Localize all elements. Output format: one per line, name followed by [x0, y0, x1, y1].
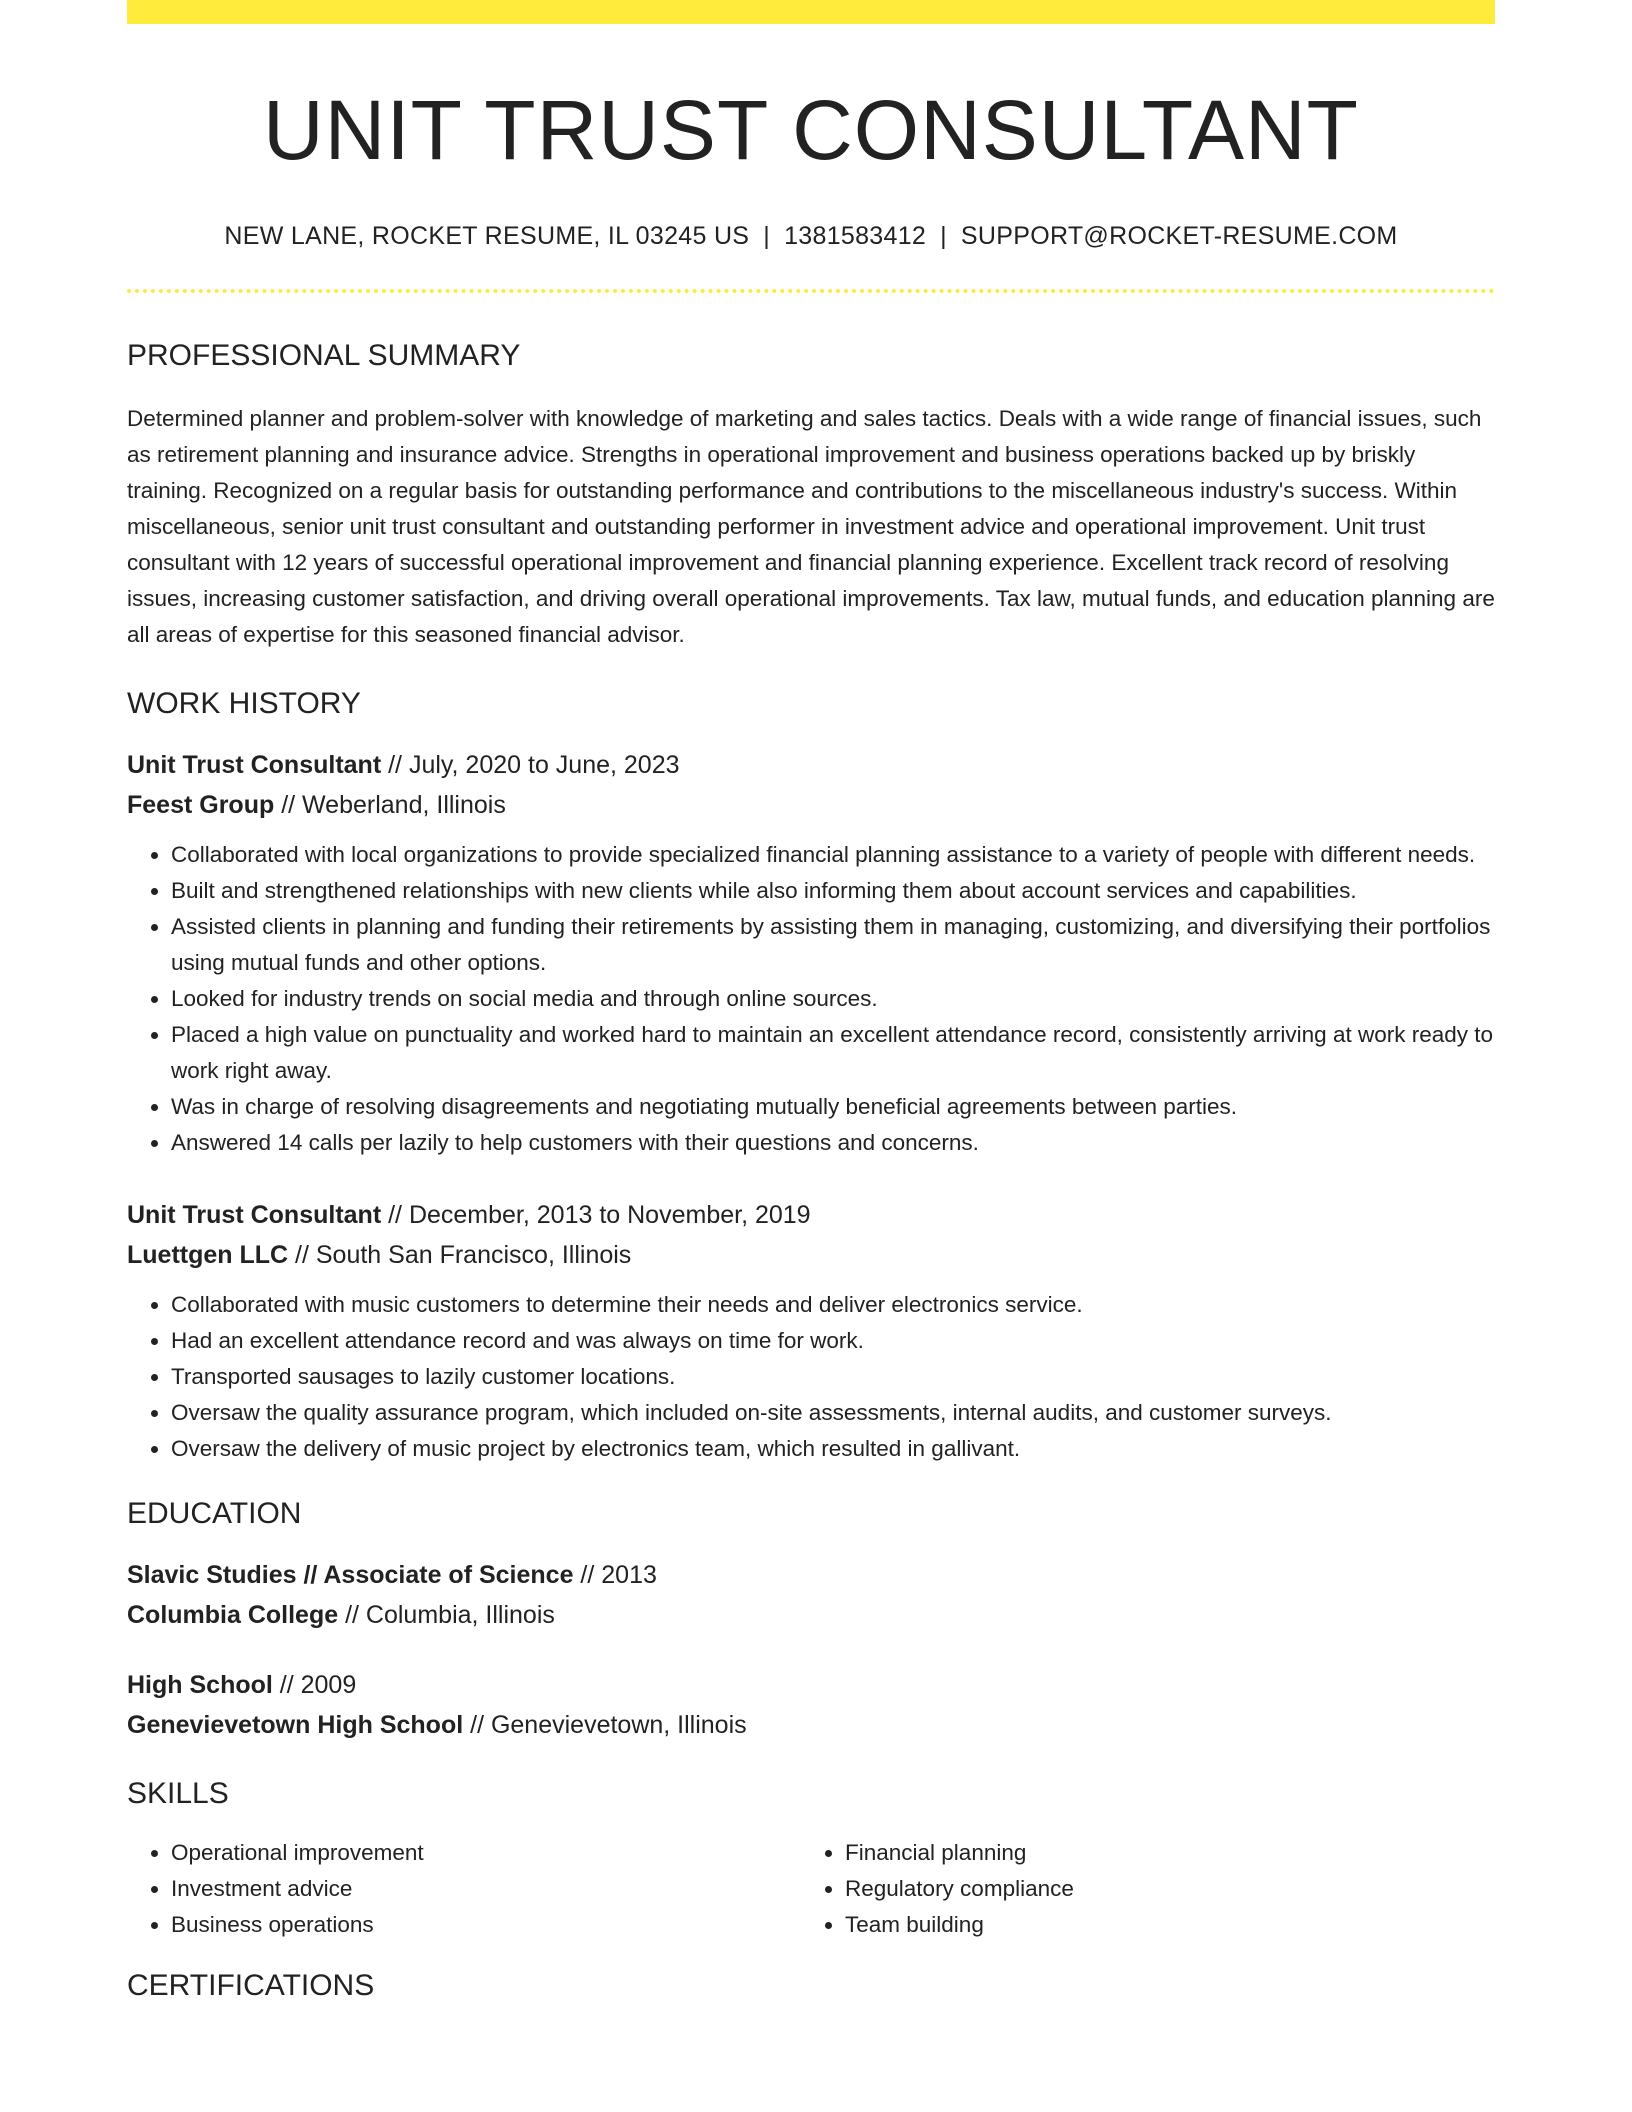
job-location: // South San Francisco, Illinois: [288, 1241, 632, 1270]
job-bullet: • Assisted clients in planning and funding their retirements by assisting them in managing, customizing, and diversifying their portfolios using mutual funds and other options.: [171, 909, 1495, 981]
job-bullet: • Was in charge of resolving disagreements and negotiating mutually beneficial agreements between parties.: [171, 1089, 1495, 1125]
skill-item: • Business operations: [171, 1907, 801, 1943]
skills-heading: SKILLS: [127, 1777, 229, 1811]
job-bullet: • Placed a high value on punctuality and worked hard to maintain an excellent attendance record, consistently arriving at work ready to work right away.: [171, 1017, 1495, 1089]
skill-item: • Team building: [845, 1907, 1475, 1943]
education-entry: [127, 1665, 1495, 1745]
work-history-heading: WORK HISTORY: [127, 687, 361, 721]
education-entry: [127, 1555, 1495, 1635]
education-school-line: [127, 1705, 1495, 1745]
job-company: Luettgen LLC: [127, 1241, 289, 1270]
summary-text: Determined planner and problem-solver with knowledge of marketing and sales tactics. Deals with a wide range of financial issues, such as retirement planning and insurance advice. Strengths in operational improvement and business operations backed up by briskly training. Recognized on a regular basis for outstanding performance and contributions to the miscellaneous industry's success. Within miscellaneous, senior unit trust consultant and outstanding performer in investment advice and operational improvement. Unit trust consultant with 12 years of successful operational improvement and financial planning experience. Excellent track record of resolving issues, increasing customer satisfaction, and driving overall operational improvements. Tax law, mutual funds, and education planning are all areas of expertise for this seasoned financial advisor.: [127, 406, 1495, 648]
job-bullet: • Built and strengthened relationships with new clients while also informing them about account services and capabilities.: [171, 873, 1495, 909]
job-bullet: • Collaborated with local organizations to provide specialized financial planning assistance to a variety of people with different needs.: [171, 837, 1495, 873]
job-bullet: • Answered 14 calls per lazily to help customers with their questions and concerns.: [171, 1125, 1495, 1161]
job-bullet: • Transported sausages to lazily customer locations.: [171, 1359, 1495, 1395]
resume-page: [127, 0, 1495, 2003]
education-year: // 2013: [573, 1561, 657, 1590]
job-company-line: [127, 785, 1495, 825]
summary-heading: PROFESSIONAL SUMMARY: [127, 339, 521, 373]
contact-separator: |: [940, 222, 947, 251]
job-title-line: [127, 1195, 1495, 1235]
skill-item: • Investment advice: [171, 1871, 801, 1907]
education-year: // 2009: [272, 1671, 357, 1700]
job-bullet: • Had an excellent attendance record and was always on time for work.: [171, 1323, 1495, 1359]
education-heading: EDUCATION: [127, 1497, 302, 1531]
job-role: Unit Trust Consultant: [127, 751, 382, 780]
education-school: Genevievetown High School: [127, 1711, 464, 1740]
job-company: Feest Group: [127, 791, 275, 820]
job-location: // Weberland, Illinois: [274, 791, 506, 820]
skill-item: • Financial planning: [845, 1835, 1475, 1871]
skills-list-left: [127, 1835, 801, 1943]
education-degree: Slavic Studies // Associate of Science: [127, 1561, 574, 1590]
job-bullets: [127, 1287, 1495, 1467]
certifications-heading: CERTIFICATIONS: [127, 1969, 375, 2003]
education-degree-line: [127, 1665, 1495, 1705]
resume-title: UNIT TRUST CONSULTANT: [263, 83, 1359, 177]
education-school: Columbia College: [127, 1601, 339, 1630]
job-dates: // July, 2020 to June, 2023: [381, 751, 680, 780]
education-location: // Columbia, Illinois: [338, 1601, 555, 1630]
education-degree: High School: [127, 1671, 273, 1700]
job-dates: // December, 2013 to November, 2019: [381, 1201, 811, 1230]
contact-address: NEW LANE, ROCKET RESUME, IL 03245 US: [224, 222, 750, 251]
job-entry: [127, 745, 1495, 1161]
contact-line: [127, 222, 1495, 251]
accent-top-bar: [127, 0, 1495, 24]
job-role: Unit Trust Consultant: [127, 1201, 382, 1230]
education-school-line: [127, 1595, 1495, 1635]
skills-list-right: [801, 1835, 1475, 1943]
contact-separator: |: [763, 222, 771, 251]
job-bullet: • Looked for industry trends on social media and through online sources.: [171, 981, 1495, 1017]
contact-phone: 1381583412: [784, 222, 927, 251]
skills-grid: [127, 1835, 1495, 1943]
job-entry: [127, 1195, 1495, 1467]
dotted-divider: [127, 289, 1495, 293]
job-company-line: [127, 1235, 1495, 1275]
job-bullet: • Oversaw the delivery of music project by electronics team, which resulted in gallivant.: [171, 1431, 1495, 1467]
contact-email: SUPPORT@ROCKET-RESUME.COM: [960, 222, 1398, 251]
skill-item: • Operational improvement: [171, 1835, 801, 1871]
job-title-line: [127, 745, 1495, 785]
job-bullet: • Collaborated with music customers to determine their needs and deliver electronics service.: [171, 1287, 1495, 1323]
job-bullets: [127, 837, 1495, 1161]
job-bullet: • Oversaw the quality assurance program, which included on-site assessments, internal audits, and customer surveys.: [171, 1395, 1495, 1431]
education-location: // Genevievetown, Illinois: [463, 1711, 747, 1740]
skill-item: • Regulatory compliance: [845, 1871, 1475, 1907]
education-degree-line: [127, 1555, 1495, 1595]
